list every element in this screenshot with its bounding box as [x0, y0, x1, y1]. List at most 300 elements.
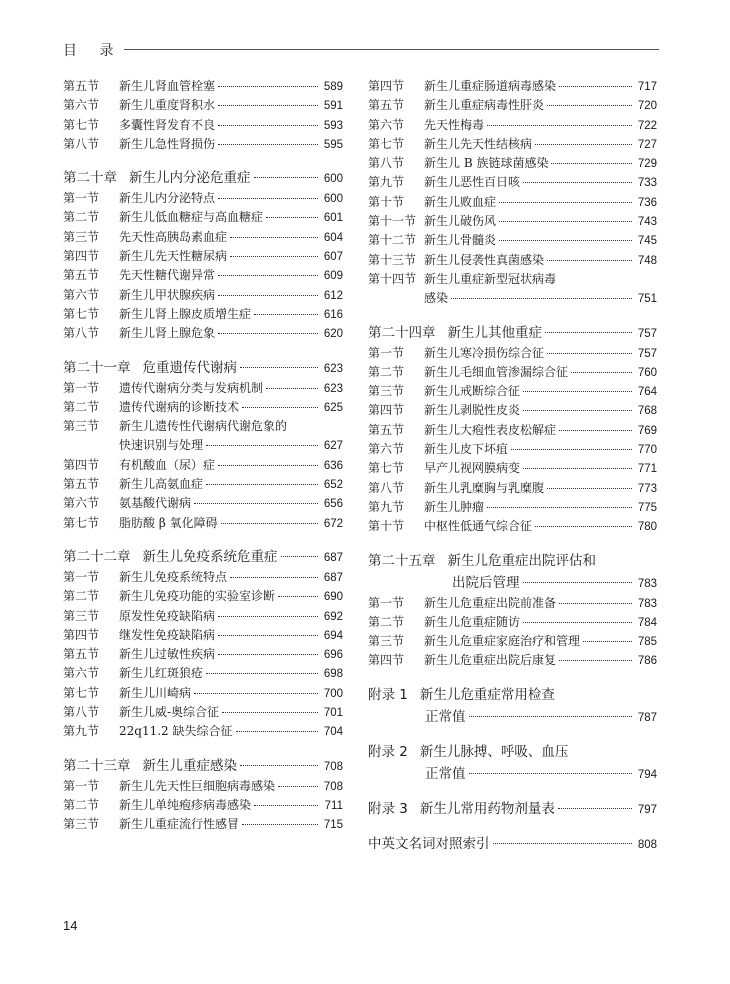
- toc-entry[interactable]: [368, 77, 657, 96]
- chapter-title-continued: 正常值: [425, 708, 466, 725]
- page-ref: 600: [323, 193, 343, 206]
- toc-entry[interactable]: [368, 231, 657, 250]
- toc-entry[interactable]: [63, 664, 343, 683]
- leader-dots: [218, 144, 318, 145]
- toc-entry[interactable]: [63, 286, 343, 305]
- section-label: 第三节: [63, 608, 100, 623]
- chapter-title: 新生儿危重症出院评估和: [447, 552, 596, 569]
- section-label: 第六节: [368, 117, 405, 132]
- section-title: 新生儿毛细血管渗漏综合征: [424, 364, 569, 379]
- section-label: 第二节: [368, 614, 405, 629]
- leader-dots: [523, 582, 633, 583]
- leader-dots: [230, 237, 318, 238]
- leader-dots: [278, 596, 318, 597]
- chapter-label: 附录 3: [368, 800, 408, 817]
- toc-entry[interactable]: [368, 363, 657, 382]
- page-ref: 623: [323, 382, 343, 395]
- section-title: 新生儿乳糜胸与乳糜腹: [424, 480, 545, 495]
- toc-entry[interactable]: [368, 173, 657, 192]
- leader-dots: [218, 275, 318, 276]
- leader-dots: [218, 635, 318, 636]
- section-title: 新生儿肾上腺危象: [119, 326, 216, 341]
- chapter-line: [368, 550, 657, 572]
- chapter-line: [368, 741, 657, 763]
- section-title: 新生儿肾血管栓塞: [119, 79, 216, 93]
- page-number: 14: [63, 918, 78, 933]
- chapter-entry[interactable]: [63, 167, 343, 189]
- toc-entry[interactable]: [63, 208, 343, 227]
- toc-entry[interactable]: [368, 594, 657, 613]
- page-ref: 722: [637, 119, 657, 132]
- chapter-title: 新生儿脉搏、呼吸、血压: [419, 743, 569, 760]
- section-title: 新生儿先天性结核病: [424, 136, 533, 151]
- toc-entry[interactable]: [368, 421, 657, 440]
- section-title: 新生儿破伤风: [424, 214, 497, 229]
- section-label: 第九节: [368, 175, 405, 190]
- leader-dots: [218, 616, 318, 617]
- chapter-entry[interactable]: [368, 322, 657, 344]
- chapter-title: 新生儿内分泌危重症: [129, 170, 251, 187]
- leader-dots: [535, 144, 632, 145]
- leader-dots: [469, 716, 633, 717]
- toc-entry-continued: [63, 436, 343, 455]
- page-ref: 636: [323, 459, 343, 472]
- leader-dots: [254, 314, 318, 315]
- page-ref: 771: [637, 463, 657, 476]
- toc-entry[interactable]: [368, 382, 657, 401]
- chapter-title: 新生儿常用药物剂量表: [419, 800, 555, 817]
- toc-entry[interactable]: [368, 270, 657, 289]
- section-label: 第三节: [63, 419, 100, 434]
- toc-entry[interactable]: [63, 494, 343, 513]
- chapter-title-continued: 正常值: [425, 765, 466, 782]
- toc-entry[interactable]: [63, 777, 343, 796]
- leader-dots: [547, 353, 632, 354]
- leader-dots: [499, 221, 632, 222]
- section-title: 新生儿剥脱性皮炎: [424, 403, 521, 418]
- chapter-title: 新生儿免疫系统危重症: [142, 548, 278, 565]
- page-ref: 787: [637, 711, 657, 724]
- leader-dots: [547, 105, 632, 106]
- page-ref: 783: [637, 597, 657, 610]
- section-label: 第二节: [368, 364, 405, 379]
- toc-entry[interactable]: [63, 135, 343, 154]
- chapter-label: 第二十五章: [368, 552, 436, 569]
- section-title: 新生儿危重症随访: [424, 614, 521, 629]
- leader-dots: [451, 298, 632, 299]
- leader-dots: [218, 86, 318, 87]
- page-ref: 601: [323, 212, 343, 225]
- toc-entry[interactable]: [63, 514, 343, 533]
- header-divider: [124, 49, 659, 50]
- chapter-title: 新生儿危重症常用检查: [419, 686, 555, 703]
- section-label: 第二节: [63, 210, 100, 225]
- page-ref: 604: [323, 231, 343, 244]
- section-label: 第九节: [63, 724, 100, 739]
- toc-entry[interactable]: [63, 568, 343, 587]
- section-label: 第七节: [63, 306, 100, 321]
- leader-dots: [499, 240, 632, 241]
- section-label: 第五节: [368, 98, 405, 113]
- toc-entry[interactable]: [63, 587, 343, 606]
- chapter-label: 第二十三章: [63, 757, 131, 774]
- page-ref: 729: [637, 158, 657, 171]
- section-title: 新生儿戒断综合征: [424, 384, 521, 399]
- page-ref: 727: [637, 138, 657, 151]
- page-ref: 736: [637, 196, 657, 209]
- section-title: 新生儿危重症出院后康复: [424, 653, 557, 668]
- page-ref: 717: [637, 81, 657, 93]
- leader-dots: [266, 388, 318, 389]
- chapter-entry[interactable]: [63, 755, 343, 777]
- leader-dots: [523, 182, 632, 183]
- page-ref: 591: [323, 100, 343, 113]
- leader-dots: [523, 468, 632, 469]
- page-ref: 757: [637, 347, 657, 360]
- chapter-label: 附录 1: [368, 686, 408, 703]
- chapter-entry[interactable]: [368, 833, 657, 855]
- leader-dots: [571, 372, 632, 373]
- toc-entry[interactable]: [368, 401, 657, 420]
- leader-dots: [487, 125, 632, 126]
- page-header-title: 目 录: [63, 43, 123, 59]
- section-title: 新生儿 B 族链球菌感染: [424, 156, 549, 171]
- chapter-title-continued: 出院后管理: [452, 574, 520, 591]
- section-label: 第三节: [63, 229, 100, 244]
- toc-entry-continued: [368, 289, 657, 308]
- toc-entry[interactable]: [368, 632, 657, 651]
- page-ref: 623: [323, 362, 343, 375]
- page-ref: 690: [323, 591, 343, 604]
- leader-dots: [499, 202, 632, 203]
- toc-entry[interactable]: [368, 193, 657, 212]
- page-ref: 794: [637, 768, 657, 781]
- section-label: 第九节: [368, 499, 405, 514]
- section-title: 原发性免疫缺陷病: [119, 608, 216, 623]
- chapter-title: 新生儿重症感染: [142, 757, 237, 774]
- section-label: 第八节: [368, 156, 405, 171]
- section-label: 第一节: [63, 569, 100, 584]
- section-title: 新生儿重症肠道病毒感染: [424, 79, 557, 93]
- toc-entry[interactable]: [368, 479, 657, 498]
- leader-dots: [523, 622, 632, 623]
- section-label: 第五节: [63, 477, 100, 492]
- section-title: 新生儿侵袭性真菌感染: [424, 252, 545, 267]
- toc-right-column: [368, 77, 657, 855]
- section-title: 新生儿大疱性表皮松解症: [424, 422, 557, 437]
- section-label: 第十节: [368, 519, 405, 534]
- leader-dots: [218, 465, 318, 466]
- toc-entry[interactable]: [368, 135, 657, 154]
- page-ref: 733: [637, 177, 657, 190]
- leader-dots: [218, 125, 318, 126]
- toc-entry[interactable]: [63, 607, 343, 626]
- toc-entry[interactable]: [368, 116, 657, 135]
- section-label: 第六节: [63, 98, 100, 113]
- leader-dots: [240, 367, 318, 368]
- page-ref: 711: [324, 799, 343, 812]
- section-title: 新生儿危重症家庭治疗和管理: [424, 634, 581, 649]
- leader-dots: [218, 198, 318, 199]
- page-ref: 786: [637, 655, 657, 668]
- page-ref: 609: [323, 270, 343, 283]
- page-ref: 696: [323, 649, 343, 662]
- leader-dots: [222, 712, 318, 713]
- toc-entry[interactable]: [63, 417, 343, 436]
- toc-entry[interactable]: [63, 116, 343, 135]
- section-label: 第一节: [63, 191, 100, 206]
- chapter-label: 第二十二章: [63, 548, 131, 565]
- chapter-title: 新生儿其他重症: [447, 324, 542, 341]
- section-label: 第四节: [368, 653, 405, 668]
- toc-entry[interactable]: [63, 96, 343, 115]
- leader-dots: [545, 332, 632, 333]
- toc-entry[interactable]: [63, 228, 343, 247]
- leader-dots: [558, 808, 632, 809]
- section-label: 第十四节: [368, 271, 417, 286]
- page-ref: 593: [323, 119, 343, 132]
- section-title: 22q11.2 缺失综合征: [119, 724, 233, 739]
- page-ref: 708: [323, 780, 343, 793]
- page-ref: 748: [637, 254, 657, 267]
- chapter-entry[interactable]: [63, 546, 343, 568]
- section-title: 多囊性肾发育不良: [119, 117, 216, 132]
- page-ref: 625: [323, 401, 343, 414]
- leader-dots: [278, 786, 318, 787]
- page-ref: 785: [637, 636, 657, 649]
- section-title: 新生儿急性肾损伤: [119, 136, 216, 151]
- chapter-title: 中英文名词对照索引: [368, 835, 490, 852]
- leader-dots: [218, 654, 318, 655]
- toc-entry[interactable]: [63, 645, 343, 664]
- leader-dots: [535, 526, 632, 527]
- page-ref: 692: [323, 610, 343, 623]
- chapter-entry[interactable]: [368, 550, 657, 594]
- page-ref: 757: [637, 327, 657, 340]
- page-ref: 627: [323, 440, 343, 453]
- toc-entry[interactable]: [63, 703, 343, 722]
- toc-entry[interactable]: [63, 189, 343, 208]
- page-ref: 698: [323, 668, 343, 681]
- toc-entry[interactable]: [368, 96, 657, 115]
- section-label: 第二节: [63, 797, 100, 812]
- toc-entry[interactable]: [63, 247, 343, 266]
- section-title: 新生儿重症病毒性肝炎: [424, 98, 545, 113]
- leader-dots: [266, 217, 318, 218]
- leader-dots: [194, 503, 318, 504]
- page-ref: 694: [323, 629, 343, 642]
- section-label: 第七节: [63, 685, 100, 700]
- section-label: 第七节: [63, 515, 100, 530]
- section-title: 继发性免疫缺陷病: [119, 627, 216, 642]
- page-ref: 775: [637, 501, 657, 514]
- section-label: 第四节: [63, 249, 100, 264]
- section-title: 新生儿重症新型冠状病毒: [424, 271, 557, 286]
- page-ref: 701: [323, 707, 343, 720]
- toc-entry[interactable]: [368, 344, 657, 363]
- section-label: 第四节: [63, 627, 100, 642]
- toc-entry[interactable]: [63, 324, 343, 343]
- section-title-continued: 快速识别与处理: [119, 438, 204, 453]
- leader-dots: [242, 824, 318, 825]
- section-title: 早产儿视网膜病变: [424, 461, 521, 476]
- section-label: 第二节: [63, 589, 100, 604]
- section-label: 第五节: [63, 647, 100, 662]
- chapter-entry[interactable]: [63, 357, 343, 379]
- section-title: 新生儿先天性糖尿病: [119, 249, 228, 264]
- section-title: 新生儿川崎病: [119, 685, 192, 700]
- toc-entry[interactable]: [63, 456, 343, 475]
- page-ref: 607: [323, 251, 343, 264]
- toc-entry[interactable]: [368, 517, 657, 536]
- toc-entry[interactable]: [63, 77, 343, 96]
- section-title: 氨基酸代谢病: [119, 496, 192, 511]
- toc-entry[interactable]: [368, 440, 657, 459]
- toc-entry[interactable]: [63, 379, 343, 398]
- section-title: 先天性梅毒: [424, 117, 485, 132]
- section-label: 第一节: [368, 345, 405, 360]
- section-title: 新生儿甲状腺疾病: [119, 287, 216, 302]
- section-title: 新生儿威-奥综合征: [119, 705, 220, 720]
- section-title: 新生儿遗传性代谢病代谢危象的: [119, 419, 288, 434]
- leader-dots: [583, 641, 632, 642]
- page-ref: 700: [323, 687, 343, 700]
- section-title: 新生儿红斑狼疮: [119, 666, 204, 681]
- toc-entry[interactable]: [63, 266, 343, 285]
- section-label: 第十三节: [368, 252, 417, 267]
- section-label: 第八节: [63, 705, 100, 720]
- leader-dots: [547, 260, 632, 261]
- toc-entry[interactable]: [63, 305, 343, 324]
- leader-dots: [218, 295, 318, 296]
- section-label: 第一节: [63, 778, 100, 793]
- toc-entry[interactable]: [63, 626, 343, 645]
- chapter-line-continued: [368, 706, 657, 728]
- section-label: 第四节: [368, 403, 405, 418]
- chapter-line: [368, 684, 657, 706]
- section-title: 新生儿重度肾积水: [119, 98, 216, 113]
- section-title: 新生儿肾上腺皮质增生症: [119, 306, 252, 321]
- chapter-label: 第二十四章: [368, 324, 436, 341]
- chapter-line-continued: [368, 763, 657, 785]
- section-title: 新生儿高氨血症: [119, 477, 204, 492]
- toc-entry[interactable]: [63, 475, 343, 494]
- chapter-entry[interactable]: [368, 741, 657, 785]
- section-label: 第四节: [63, 457, 100, 472]
- page-ref: 715: [323, 819, 343, 832]
- section-title: 新生儿先天性巨细胞病毒感染: [119, 778, 276, 793]
- section-title: 新生儿骨髓炎: [424, 233, 497, 248]
- chapter-line-continued: [368, 572, 657, 594]
- leader-dots: [254, 805, 318, 806]
- toc-entry[interactable]: [63, 398, 343, 417]
- toc-entry[interactable]: [368, 212, 657, 231]
- page-ref: 672: [323, 517, 343, 530]
- section-title: 脂肪酸 β 氧化障碍: [119, 515, 218, 530]
- leader-dots: [194, 693, 318, 694]
- leader-dots: [206, 445, 318, 446]
- section-title-continued: 感染: [424, 291, 449, 306]
- toc-entry[interactable]: [63, 722, 343, 741]
- toc-entry[interactable]: [63, 684, 343, 703]
- toc-entry[interactable]: [63, 815, 343, 834]
- leader-dots: [254, 177, 319, 178]
- leader-dots: [551, 163, 632, 164]
- leader-dots: [206, 484, 318, 485]
- section-label: 第三节: [368, 634, 405, 649]
- section-label: 第四节: [368, 79, 405, 93]
- page-ref: 745: [637, 235, 657, 248]
- page-ref: 616: [323, 308, 343, 321]
- section-label: 第十一节: [368, 214, 417, 229]
- section-label: 第六节: [63, 666, 100, 681]
- section-title: 先天性高胰岛素血症: [119, 229, 228, 244]
- leader-dots: [487, 507, 632, 508]
- page-ref: 687: [323, 551, 343, 564]
- page-ref: 751: [637, 293, 657, 306]
- toc-entry[interactable]: [63, 796, 343, 815]
- section-title: 新生儿恶性百日咳: [424, 175, 521, 190]
- section-label: 第十节: [368, 194, 405, 209]
- chapter-entry[interactable]: [368, 684, 657, 728]
- page-ref: 687: [323, 571, 343, 584]
- leader-dots: [493, 843, 633, 844]
- leader-dots: [230, 256, 318, 257]
- toc-entry[interactable]: [368, 251, 657, 270]
- section-label: 第五节: [63, 79, 100, 93]
- section-label: 第十二节: [368, 233, 417, 248]
- page-ref: 612: [323, 289, 343, 302]
- page-ref: 708: [323, 760, 343, 773]
- page-ref: 773: [637, 482, 657, 495]
- section-label: 第三节: [63, 817, 100, 832]
- toc-entry[interactable]: [368, 459, 657, 478]
- page-ref: 797: [637, 803, 657, 816]
- toc-entry[interactable]: [368, 498, 657, 517]
- section-title: 先天性糖代谢异常: [119, 268, 216, 283]
- section-title: 中枢性低通气综合征: [424, 519, 533, 534]
- leader-dots: [242, 407, 318, 408]
- section-title: 有机酸血（尿）症: [119, 457, 216, 472]
- section-label: 第三节: [368, 384, 405, 399]
- page-ref: 770: [637, 444, 657, 457]
- section-label: 第六节: [63, 287, 100, 302]
- section-label: 第二节: [63, 399, 100, 414]
- section-label: 第七节: [368, 136, 405, 151]
- section-title: 新生儿重症流行性感冒: [119, 817, 240, 832]
- section-label: 第五节: [368, 422, 405, 437]
- section-label: 第五节: [63, 268, 100, 283]
- leader-dots: [206, 673, 318, 674]
- toc-entry[interactable]: [368, 613, 657, 632]
- leader-dots: [511, 449, 632, 450]
- section-label: 第七节: [63, 117, 100, 132]
- section-label: 第八节: [63, 326, 100, 341]
- page-ref: 808: [637, 838, 657, 851]
- page-ref: 743: [637, 216, 657, 229]
- section-title: 新生儿免疫功能的实验室诊断: [119, 589, 276, 604]
- leader-dots: [559, 603, 632, 604]
- page-ref: 652: [323, 479, 343, 492]
- page-ref: 780: [637, 521, 657, 534]
- toc-entry[interactable]: [368, 154, 657, 173]
- section-label: 第八节: [368, 480, 405, 495]
- toc-left-column: [63, 77, 343, 835]
- toc-entry[interactable]: [368, 651, 657, 670]
- leader-dots: [281, 556, 319, 557]
- leader-dots: [218, 105, 318, 106]
- chapter-entry[interactable]: [368, 798, 657, 820]
